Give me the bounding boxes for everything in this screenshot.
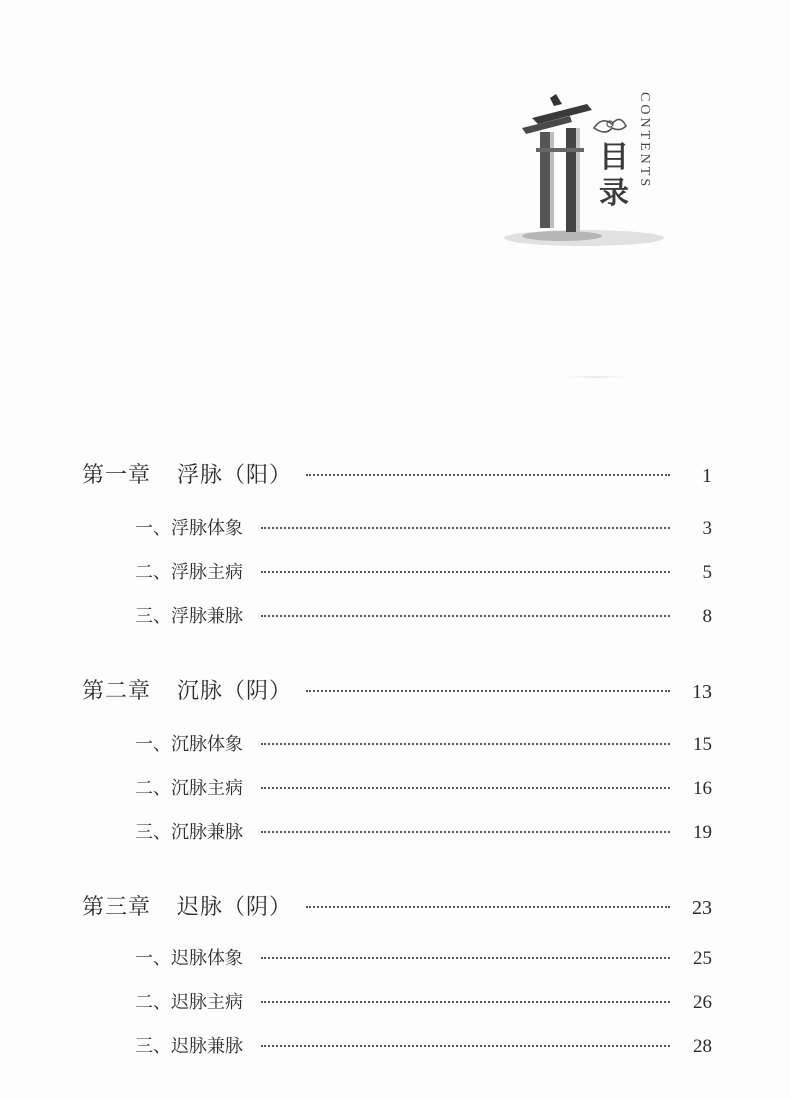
page-number: 3 — [702, 518, 712, 539]
section-label: 三、迟脉兼脉 — [135, 1036, 243, 1057]
page-number: 16 — [693, 778, 712, 799]
page-number: 13 — [692, 681, 712, 703]
section-label: 二、浮脉主病 — [135, 562, 243, 583]
dot-leader — [261, 527, 670, 529]
chapter-name: 浮脉（阳） — [177, 463, 293, 488]
toc-chapter-1[interactable] — [82, 458, 712, 489]
chapter-name: 沉脉（阴） — [177, 679, 293, 704]
page-number: 8 — [702, 606, 712, 627]
chapter-label: 第二章 — [82, 679, 152, 704]
section-label: 三、浮脉兼脉 — [135, 606, 243, 627]
section-label: 一、迟脉体象 — [135, 948, 243, 969]
dot-leader — [261, 743, 670, 745]
toc-section-3-2[interactable] — [135, 988, 712, 1014]
dot-leader — [261, 831, 670, 833]
dot-leader — [306, 690, 670, 692]
section-label: 二、迟脉主病 — [135, 992, 243, 1013]
dot-leader — [261, 615, 670, 617]
toc-section-1-1[interactable] — [135, 514, 712, 540]
section-label: 三、沉脉兼脉 — [135, 822, 243, 843]
page-number: 26 — [693, 992, 712, 1013]
dot-leader — [261, 1045, 670, 1047]
toc-section-2-2[interactable] — [135, 774, 712, 800]
title-char-top: 目 — [599, 140, 629, 175]
toc-section-2-1[interactable] — [135, 730, 712, 756]
toc-section-3-3[interactable] — [135, 1032, 712, 1058]
contents-title — [596, 140, 632, 212]
page-number: 28 — [693, 1036, 712, 1057]
contents-subtitle: CONTENTS — [637, 92, 652, 190]
page-number: 1 — [702, 465, 712, 487]
page-number: 15 — [693, 734, 712, 755]
dot-leader — [261, 1001, 670, 1003]
chapter-label: 第三章 — [82, 895, 152, 920]
dot-leader — [306, 906, 670, 908]
page-number: 19 — [693, 822, 712, 843]
page-number: 25 — [693, 948, 712, 969]
title-char-bottom: 录 — [599, 176, 629, 211]
toc-chapter-3[interactable] — [82, 890, 712, 921]
toc-section-1-3[interactable] — [135, 602, 712, 628]
chapter-name: 迟脉（阴） — [177, 895, 293, 920]
dot-leader — [261, 957, 670, 959]
section-label: 一、沉脉体象 — [135, 734, 243, 755]
dot-leader — [306, 474, 670, 476]
chapter-label: 第一章 — [82, 463, 152, 488]
toc-section-1-2[interactable] — [135, 558, 712, 584]
page-number: 23 — [692, 897, 712, 919]
section-label: 一、浮脉体象 — [135, 518, 243, 539]
section-label: 二、沉脉主病 — [135, 778, 243, 799]
toc-section-2-3[interactable] — [135, 818, 712, 844]
toc-section-3-1[interactable] — [135, 944, 712, 970]
faint-print-mark — [566, 376, 626, 378]
dot-leader — [261, 571, 670, 573]
page-number: 5 — [702, 562, 712, 583]
toc-chapter-2[interactable] — [82, 674, 712, 705]
dot-leader — [261, 787, 670, 789]
